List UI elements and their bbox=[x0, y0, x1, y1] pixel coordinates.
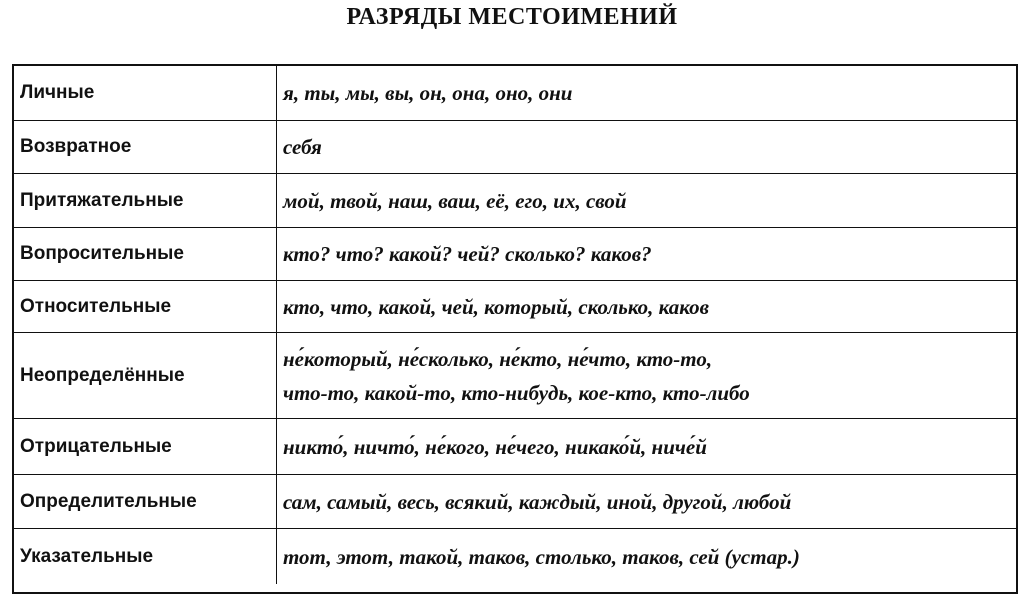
examples-cell: тот, этот, такой, таков, столько, таков, сей (устар.) bbox=[283, 544, 800, 569]
category-cell: Притяжательные bbox=[14, 174, 277, 228]
pronoun-table bbox=[12, 64, 1018, 594]
category-cell: Неопределённые bbox=[14, 333, 277, 419]
examples-cell: не́который, не́сколько, не́кто, не́что, кто-то, что-то, какой-то, кто-нибудь, кое-кто, кто-либо bbox=[277, 333, 1016, 419]
category-cell: Вопросительные bbox=[14, 228, 277, 281]
page-title: РАЗРЯДЫ МЕСТОИМЕНИЙ bbox=[346, 4, 678, 30]
examples-cell: сам, самый, весь, всякий, каждый, иной, другой, любой bbox=[277, 475, 1016, 529]
category-cell: Указательные bbox=[14, 529, 277, 584]
category-cell: Определительные bbox=[14, 475, 277, 529]
category-cell: Относительные bbox=[14, 281, 277, 333]
examples-cell: кто? что? какой? чей? сколько? каков? bbox=[277, 228, 1016, 281]
examples-cell: я, ты, мы, вы, он, она, оно, они bbox=[277, 66, 1016, 121]
category-cell: Личные bbox=[14, 66, 277, 121]
category-cell: Возвратное bbox=[14, 121, 277, 174]
examples-cell: себя bbox=[277, 121, 1016, 174]
examples-cell: кто, что, какой, чей, который, сколько, каков bbox=[277, 281, 1016, 333]
category-cell: Отрицательные bbox=[14, 419, 277, 475]
examples-cell: мой, твой, наш, ваш, её, его, их, свой bbox=[277, 174, 1016, 228]
examples-cell: никто́, ничто́, не́кого, не́чего, никако́й, ниче́й bbox=[277, 419, 1016, 475]
